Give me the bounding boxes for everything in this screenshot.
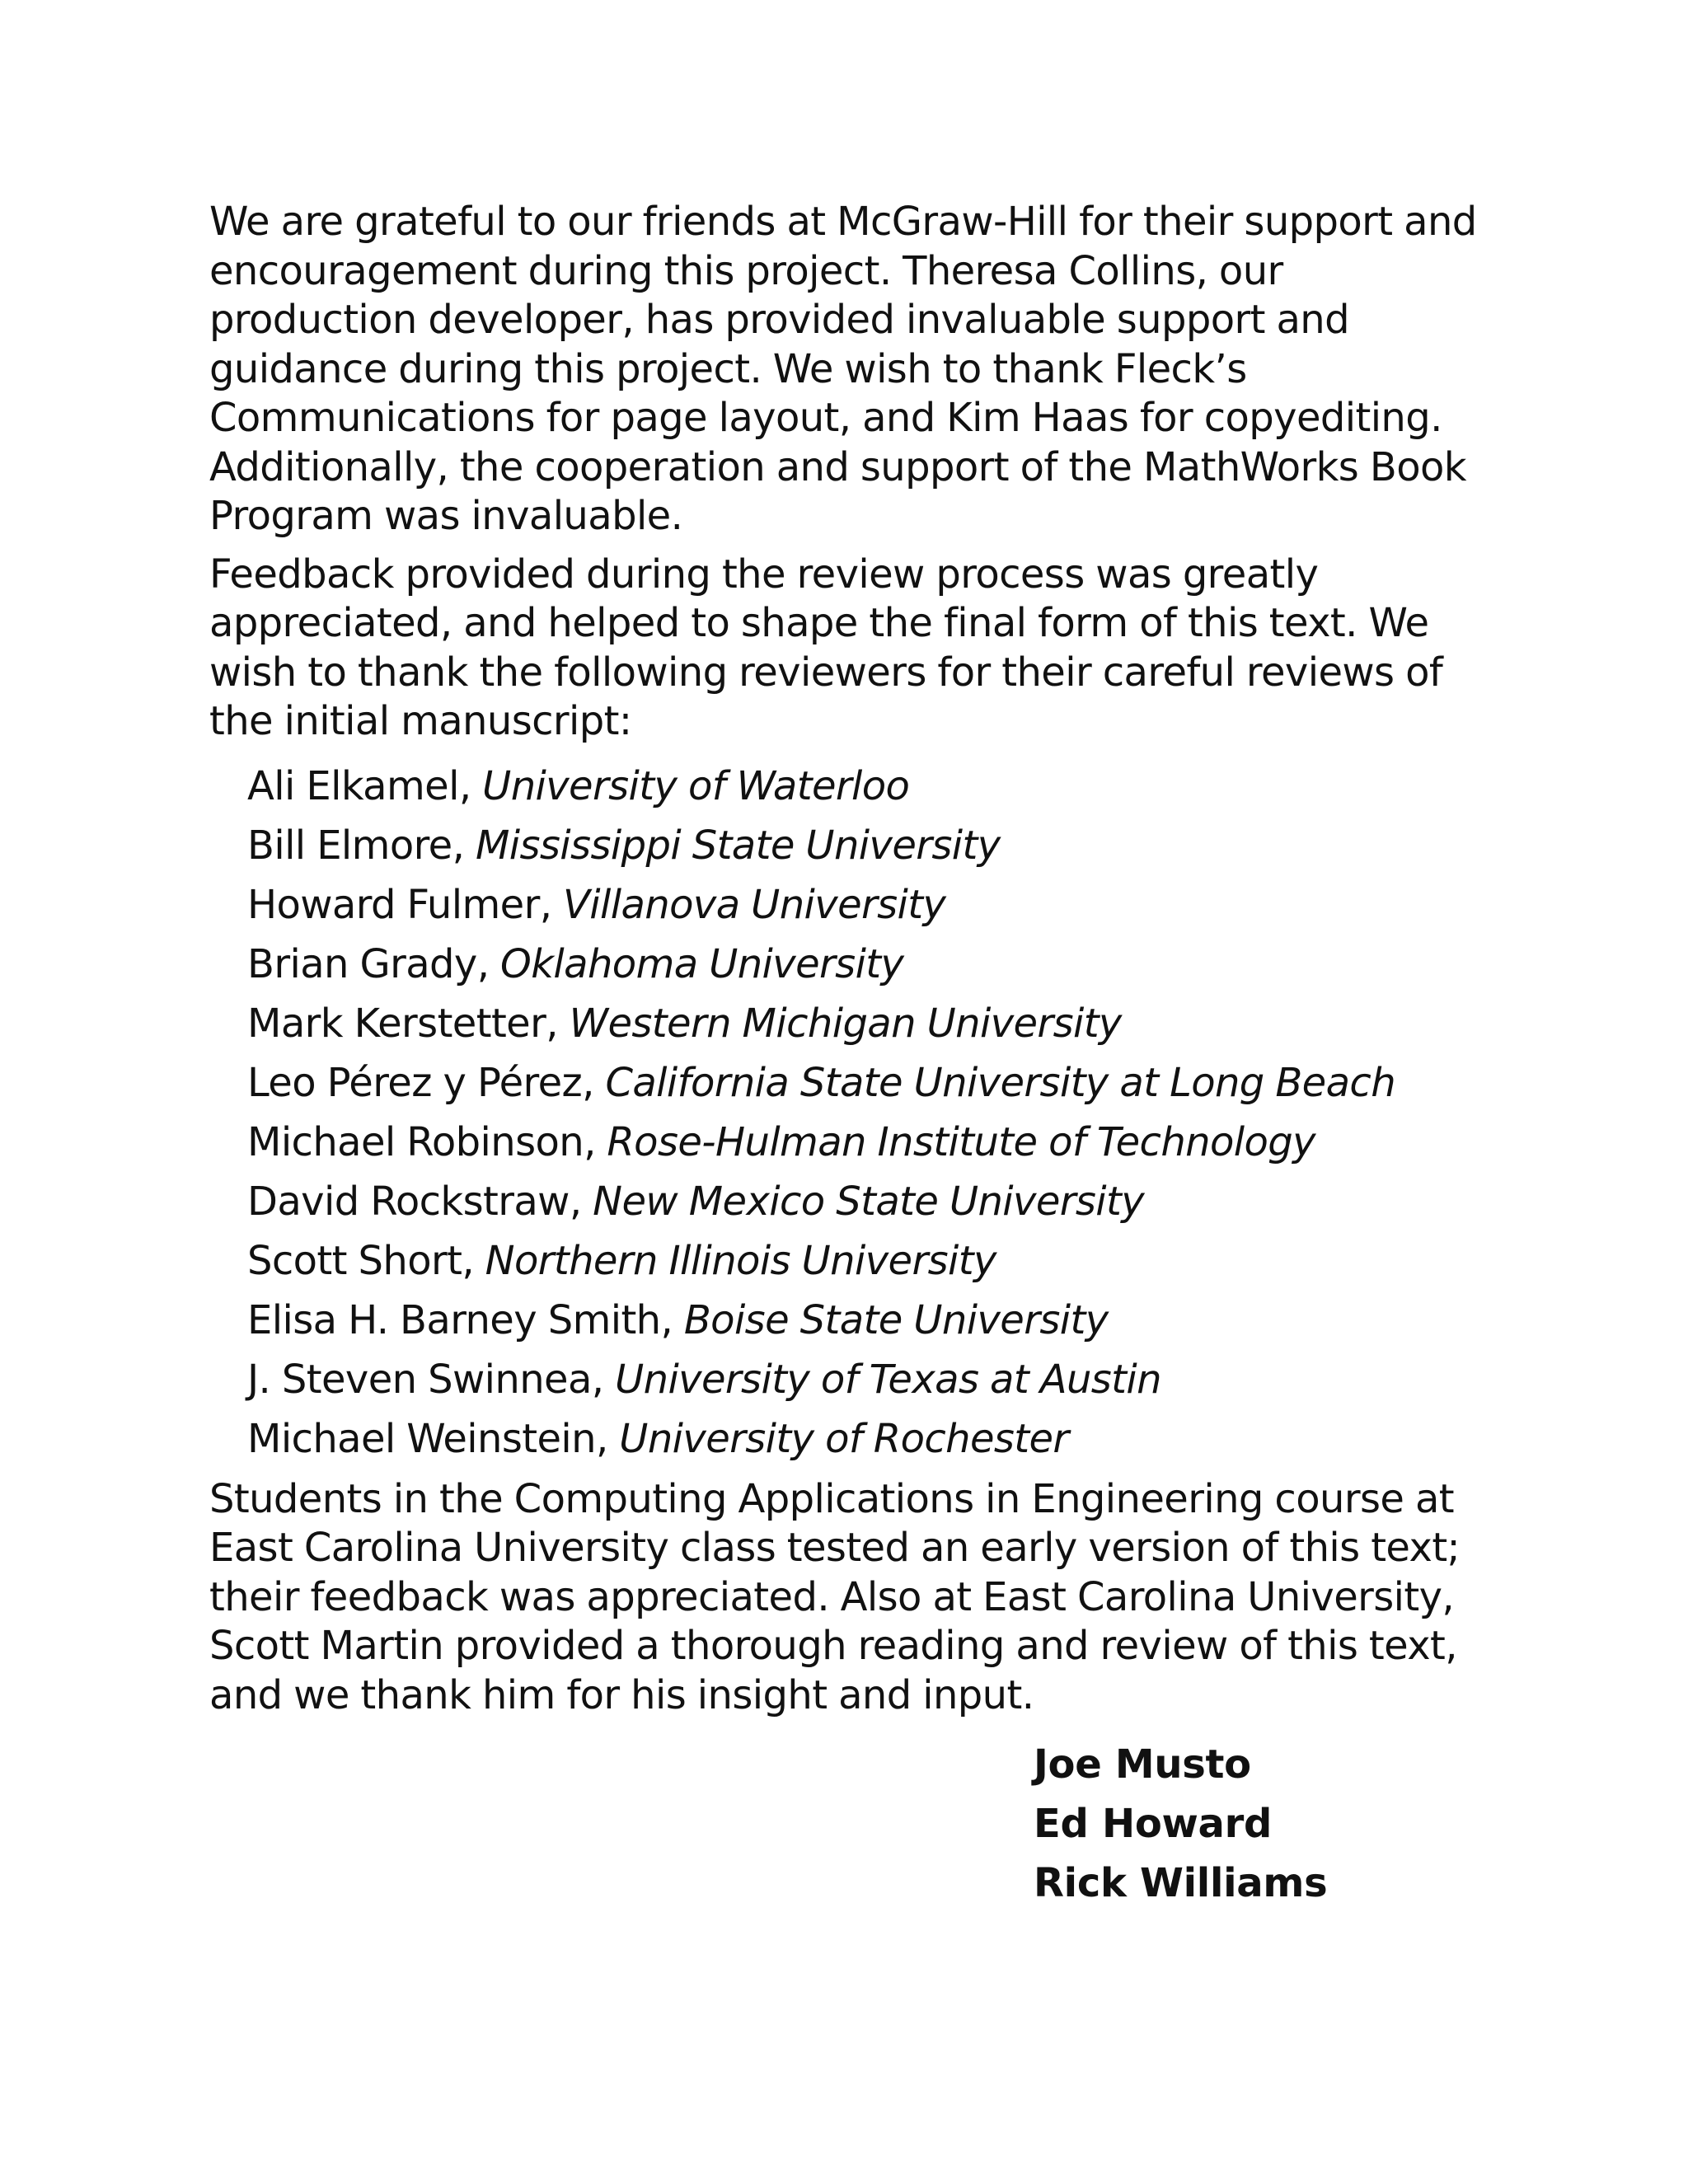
reviewer-name: J. Steven Swinnea,	[247, 1356, 604, 1403]
thanks-paragraph: We are grateful to our friends at McGraw-Hill for their support and encouragement during this project. Theresa Collins, our production developer, has provided invaluable support and guidance during this project. We wish to thank Fleck’s Communications for page layout, and Kim Haas for copyediting. Additionally, the cooperation and support of the MathWorks Book Program was invaluable.	[209, 199, 1477, 539]
reviewer-item	[247, 1113, 1495, 1172]
reviewer-item	[247, 1409, 1495, 1469]
reviewer-affiliation: California State University at Long Beach	[605, 1059, 1396, 1106]
reviewer-name: Leo Pérez y Pérez,	[247, 1059, 594, 1106]
reviewer-item	[247, 1053, 1495, 1113]
reviewer-affiliation: Villanova University	[563, 881, 946, 928]
reviewer-item	[247, 1350, 1495, 1409]
acknowledgments-page	[209, 198, 1495, 1913]
reviewer-item	[247, 1231, 1495, 1291]
author-name: Ed Howard	[1034, 1801, 1273, 1847]
reviewer-name: David Rockstraw,	[247, 1178, 582, 1225]
reviewer-affiliation: Rose-Hulman Institute of Technology	[607, 1118, 1315, 1165]
reviewer-name: Elisa H. Barney Smith,	[247, 1296, 673, 1343]
reviewer-item	[247, 816, 1495, 875]
reviewer-affiliation: Oklahoma University	[500, 940, 904, 987]
reviewer-affiliation: Northern Illinois University	[485, 1237, 996, 1284]
feedback-paragraph: Feedback provided during the review process was greatly appreciated, and helped to shape the final form of this text. We wish to thank the following reviewers for their careful reviews of the initial manuscript:	[209, 551, 1443, 744]
author-name: Joe Musto	[1034, 1741, 1251, 1788]
reviewer-affiliation: University of Rochester	[619, 1415, 1069, 1462]
reviewer-name: Brian Grady,	[247, 940, 490, 987]
reviewer-item	[247, 935, 1495, 994]
reviewer-name: Scott Short,	[247, 1237, 474, 1284]
author-signatures	[209, 1735, 1495, 1913]
author-name: Rick Williams	[1034, 1860, 1328, 1906]
reviewer-name: Michael Robinson,	[247, 1118, 596, 1165]
reviewer-affiliation: University of Waterloo	[482, 762, 910, 809]
reviewer-item	[247, 1172, 1495, 1231]
students-paragraph: Students in the Computing Applications in Engineering course at East Carolina University class tested an early version of this text; their feedback was appreciated. Also at East Carolina University, Scott Martin provided a thorough reading and review of this text, and we thank him for his insight and input.	[209, 1475, 1461, 1718]
reviewer-name: Michael Weinstein,	[247, 1415, 608, 1462]
reviewer-affiliation: New Mexico State University	[593, 1178, 1145, 1225]
reviewer-item	[247, 994, 1495, 1053]
reviewer-affiliation: Boise State University	[683, 1296, 1109, 1343]
reviewer-list	[209, 757, 1495, 1469]
reviewer-affiliation: Mississippi State University	[475, 822, 1001, 869]
reviewer-item	[247, 757, 1495, 816]
reviewer-item	[247, 1291, 1495, 1350]
reviewer-affiliation: University of Texas at Austin	[615, 1356, 1161, 1403]
reviewer-name: Howard Fulmer,	[247, 881, 552, 928]
reviewer-name: Bill Elmore,	[247, 822, 465, 869]
reviewer-name: Mark Kerstetter,	[247, 1000, 558, 1047]
reviewer-name: Ali Elkamel,	[247, 762, 471, 809]
reviewer-item	[247, 875, 1495, 935]
reviewer-affiliation: Western Michigan University	[569, 1000, 1122, 1047]
